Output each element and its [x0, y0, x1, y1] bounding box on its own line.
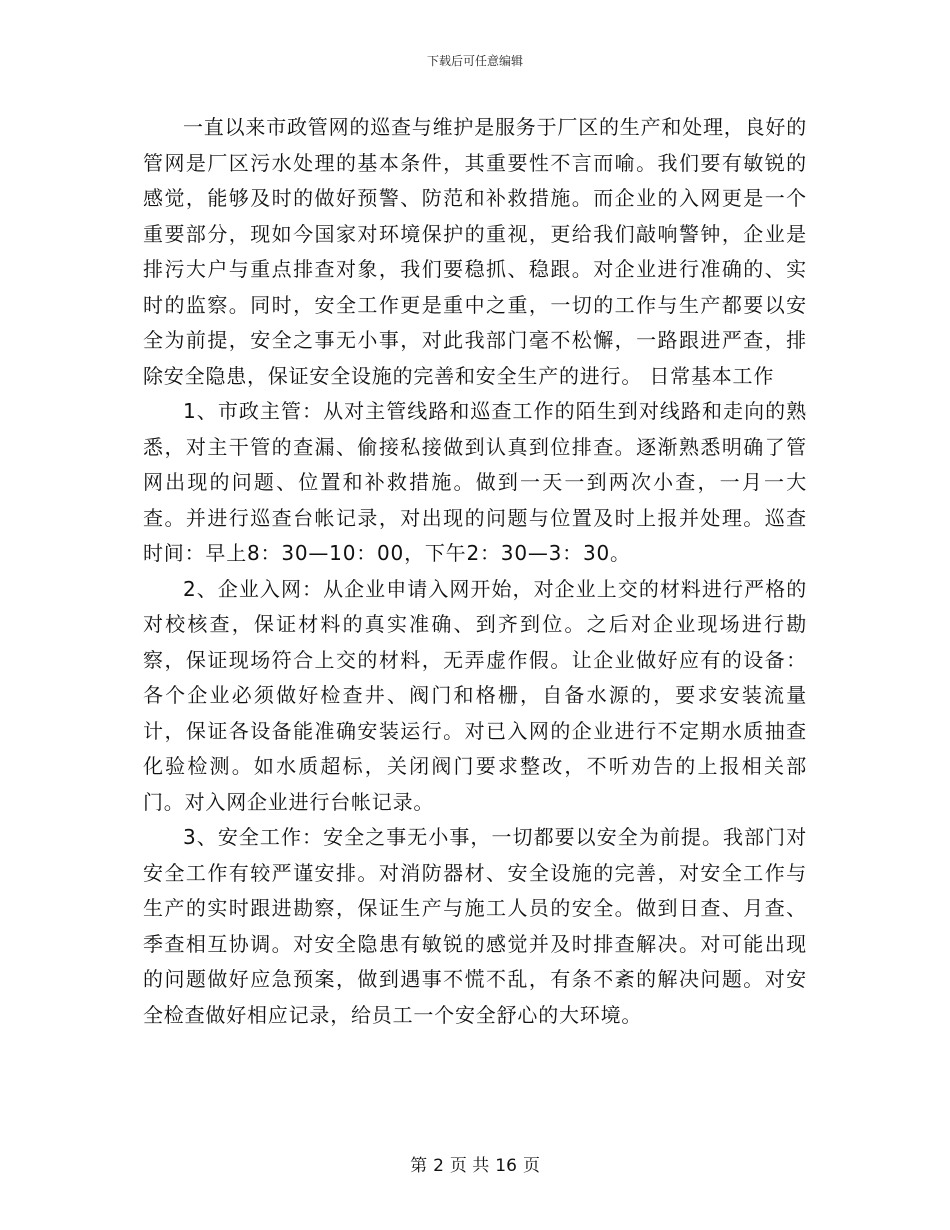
footer-total-pages: 16 — [495, 1156, 517, 1176]
page-footer — [0, 1155, 950, 1177]
paragraph-safety-work: 3、安全工作：安全之事无小事，一切都要以安全为前提。我部门对安全工作有较严谨安排。对消防器材、安全设施的完善，对安全工作与生产的实时跟进勘察，保证生产与施工人员的安全。做到日查、月查、季查相互协调。对安全隐患有敏锐的感觉并及时排查解决。对可能出现的问题做好应急预案，做到遇事不慌不乱，有条不紊的解决问题。对安全检查做好相应记录，给员工一个安全舒心的大环境。 — [143, 825, 807, 1027]
footer-suffix: 页 — [522, 1156, 540, 1176]
footer-page-number: 2 — [433, 1156, 444, 1176]
footer-mid: 页 共 — [449, 1156, 490, 1176]
footer-prefix: 第 — [410, 1156, 428, 1176]
page-header: 下载后可任意编辑 — [426, 54, 523, 68]
paragraph-enterprise-connection: 2、企业入网：从企业申请入网开始，对企业上交的材料进行严格的对校核查，保证材料的真实准确、到齐到位。之后对企业现场进行勘察，保证现场符合上交的材料，无弄虚作假。让企业做好应有的设备：各个企业必须做好检查井、阀门和格栅，自备水源的，要求安装流量计，保证各设备能准确安装运行。对已入网的企业进行不定期水质抽查化验检测。如水质超标，关闭阀门要求整改，不听劝告的上报相关部门。对入网企业进行台帐记录。 — [143, 576, 807, 814]
document-body — [143, 110, 807, 1033]
paragraph-municipal-pipeline: 1、市政主管：从对主管线路和巡查工作的陌生到对线路和走向的熟悉，对主干管的查漏、偷接私接做到认真到位排查。逐渐熟悉明确了管网出现的问题、位置和补救措施。做到一天一到两次小查，一月一大查。并进行巡查台帐记录，对出现的问题与位置及时上报并处理。巡查时间：早上8：30—10：00，下午2：30—3：30。 — [143, 399, 807, 565]
paragraph-intro: 一直以来市政管网的巡查与维护是服务于厂区的生产和处理，良好的管网是厂区污水处理的基本条件，其重要性不言而喻。我们要有敏锐的感觉，能够及时的做好预警、防范和补救措施。而企业的入网更是一个重要部分，现如今国家对环境保护的重视，更给我们敲响警钟，企业是排污大户与重点排查对象，我们要稳抓、稳跟。对企业进行准确的、实时的监察。同时，安全工作更是重中之重，一切的工作与生产都要以安全为前提，安全之事无小事，对此我部门毫不松懈，一路跟进严查，排除安全隐患，保证安全设施的完善和安全生产的进行。 日常基本工作 — [143, 115, 807, 388]
